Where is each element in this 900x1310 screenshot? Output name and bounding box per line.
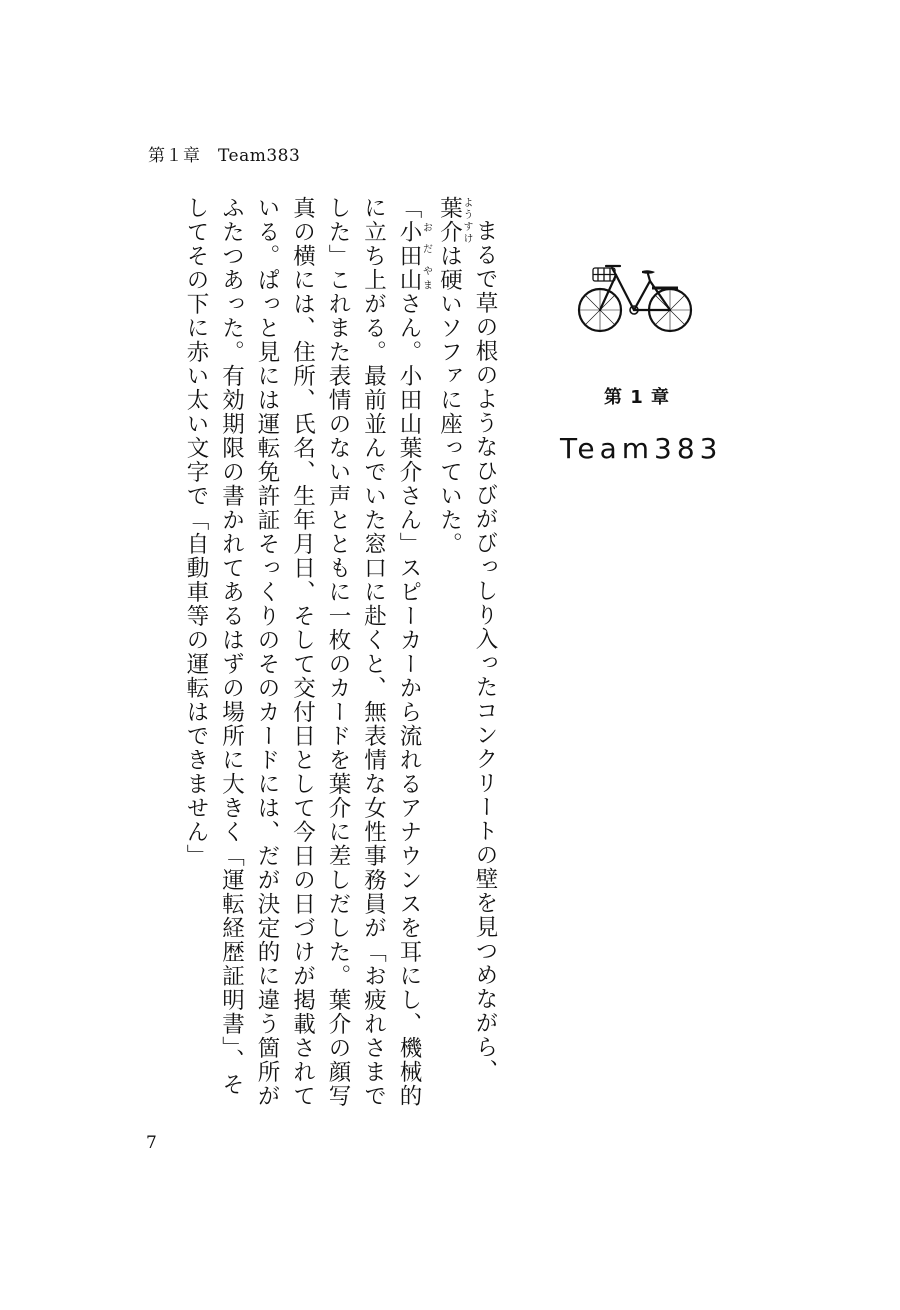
paragraph-2: 「小田山お だ やまさん。小田山葉介さん」スピーカーから流れるアナウンスを耳にし、機械的に立ち上がる。最前並んでいた窓口に赴くと、無表情な女性事務員が「お疲れさまでした」これまた表情のない声とともに一枚のカードを葉介に差しだした。葉介の顔写真の横には、住所、氏名、生年月日、そして交付日として今日の日づけが掲載されている。ぱっと見には運転免許証そっくりのそのカードには、だが決定的に違う箇所がふたつあった。有効期限の書かれてあるはずの場所に大きく「運転経歴証明書」、そしてその下に赤い太い文字で「自動車等の運転はできません」 [183,196,432,1108]
chapter-label: 第 1 章 [604,387,671,408]
page-number: 7 [146,1133,157,1153]
ruby-yosuke: 葉介ようすけ [436,196,472,244]
bicycle-icon [576,258,694,336]
body-text [178,196,503,1116]
ruby-odayama: 小田山お だ やま [396,220,432,292]
chapter-title: Team383 [560,432,723,465]
paragraph-1: まるで草の根のようなひびがびっしり入ったコンクリートの壁を見つめながら、葉介ようすけは硬いソファに座っていた。 [436,196,498,1083]
running-head: 第１章 Team383 [148,146,301,166]
